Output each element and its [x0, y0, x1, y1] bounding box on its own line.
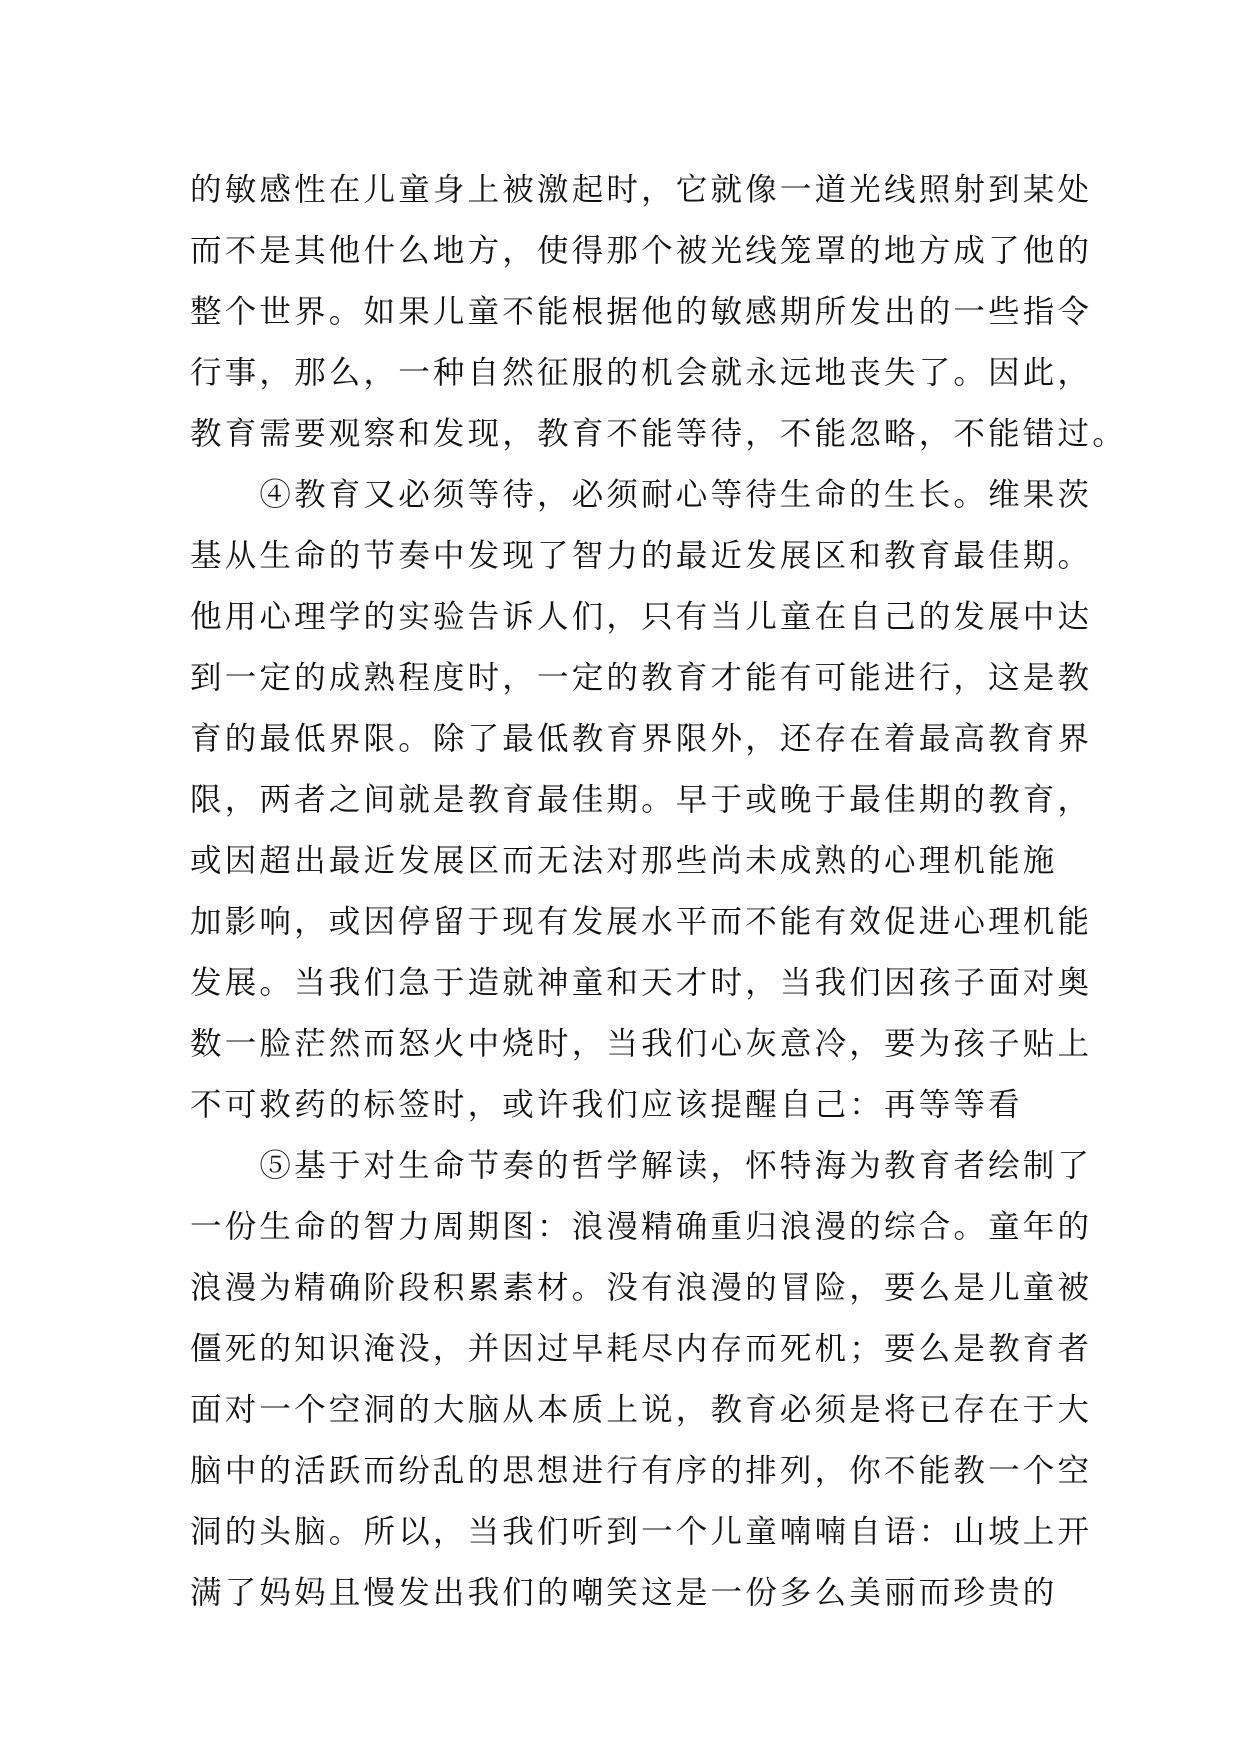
body-text [190, 160, 1127, 1624]
text-line-3: 整个世界。如果儿童不能根据他的敏感期所发出的一些指令 [190, 294, 1093, 330]
text-line-1: 的敏感性在儿童身上被激起时，它就像一道光线照射到某处 [190, 172, 1093, 208]
text-line-24: 满了妈妈且慢发出我们的嘲笑这是一份多么美丽而珍贵的 [190, 1575, 1058, 1611]
text-line-13: 加影响，或因停留于现有发展水平而不能有效促进心理机能 [190, 904, 1093, 940]
text-line-18: 一份生命的智力周期图：浪漫精确重归浪漫的综合。童年的 [190, 1209, 1093, 1245]
text-line-5: 教育需要观察和发现，教育不能等待，不能忽略，不能错过。 [190, 416, 1127, 452]
text-line-7: 基从生命的节奏中发现了智力的最近发展区和教育最佳期。 [190, 538, 1093, 574]
text-line-21: 面对一个空洞的大脑从本质上说，教育必须是将已存在于大 [190, 1392, 1093, 1428]
text-line-4: 行事，那么，一种自然征服的机会就永远地丧失了。因此， [190, 355, 1093, 391]
text-line-14: 发展。当我们急于造就神童和天才时，当我们因孩子面对奥 [190, 965, 1093, 1001]
text-line-8: 他用心理学的实验告诉人们，只有当儿童在自己的发展中达 [190, 599, 1093, 635]
text-line-19: 浪漫为精确阶段积累素材。没有浪漫的冒险，要么是儿童被 [190, 1270, 1093, 1306]
text-line-9: 到一定的成熟程度时，一定的教育才能有可能进行，这是教 [190, 660, 1093, 696]
text-line-11: 限，两者之间就是教育最佳期。早于或晚于最佳期的教育， [190, 782, 1093, 818]
text-line-23: 洞的头脑。所以，当我们听到一个儿童喃喃自语：山坡上开 [190, 1514, 1093, 1550]
text-line-22: 脑中的活跃而纷乱的思想进行有序的排列，你不能教一个空 [190, 1453, 1093, 1489]
text-line-20: 僵死的知识淹没，并因过早耗尽内存而死机；要么是教育者 [190, 1331, 1093, 1367]
text-line-10: 育的最低界限。除了最低教育界限外，还存在着最高教育界 [190, 721, 1093, 757]
paragraph-4-start: ④教育又必须等待，必须耐心等待生命的生长。维果茨 [190, 477, 1093, 513]
text-line-15: 数一脸茫然而怒火中烧时，当我们心灰意冷，要为孩子贴上 [190, 1026, 1093, 1062]
text-line-2: 而不是其他什么地方，使得那个被光线笼罩的地方成了他的 [190, 233, 1093, 269]
text-line-12: 或因超出最近发展区而无法对那些尚未成熟的心理机能施 [190, 843, 1058, 879]
paragraph-5-start: ⑤基于对生命节奏的哲学解读，怀特海为教育者绘制了 [190, 1148, 1093, 1184]
text-line-16: 不可救药的标签时，或许我们应该提醒自己：再等等看 [190, 1087, 1023, 1123]
